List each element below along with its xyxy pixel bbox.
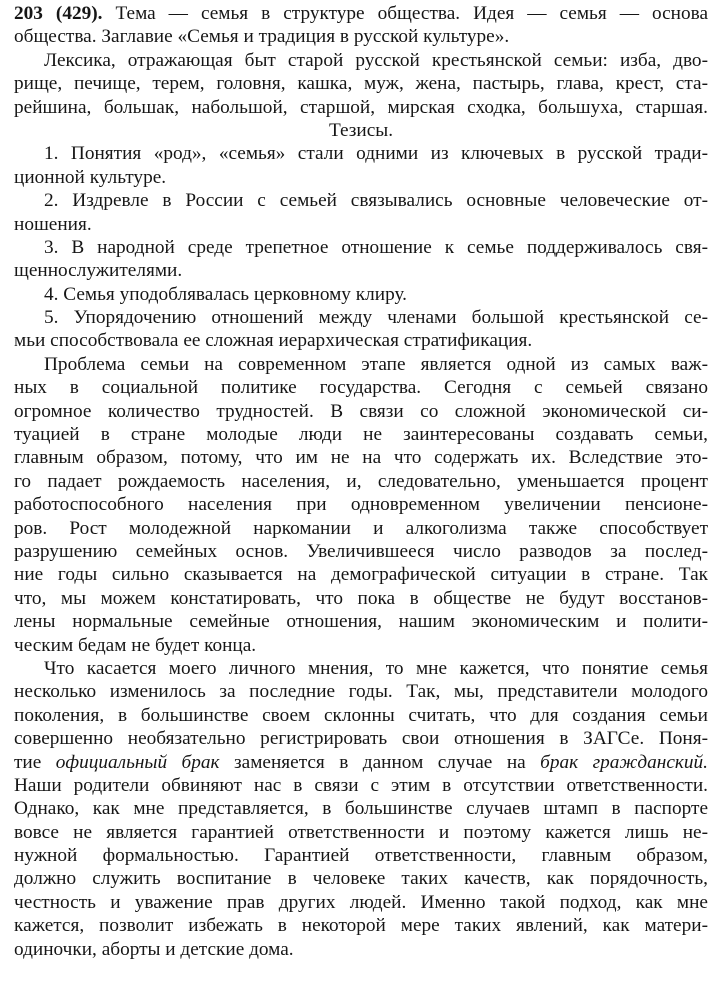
paragraph-line: ных в социальной политике государства. Сегодня с семьей связано	[14, 377, 708, 399]
paragraph-line: го падает рождаемость населения, и, следовательно, уменьшается процент	[14, 470, 708, 492]
paragraph-line: главным образом, потому, что им не на что содержать их. Вследствие это-	[14, 447, 708, 469]
theses-heading: Тезисы.	[328, 119, 394, 141]
lexicon-line-1: Лексика, отражающая быт старой русской крестьянской семьи: изба, дво-	[44, 49, 708, 71]
paragraph-line: нужной формальностью. Гарантией ответственности, главным образом,	[14, 845, 708, 867]
paragraph-line: ние годы сильно сказывается на демографической ситуации в стране. Так	[14, 564, 708, 586]
thesis-line: 4. Семья уподоблявалась церковному клиру.	[44, 283, 407, 305]
exercise-title-line: общества. Заглавие «Семья и традиция в русской культуре».	[14, 26, 510, 48]
paragraph-line: должно служить воспитание в человеке таких качеств, как порядочность,	[14, 868, 708, 890]
paragraph-line: Что касается моего личного мнения, то мне кажется, что понятие семья	[44, 657, 708, 679]
paragraph-line: огромное количество трудностей. В связи со сложной экономической си-	[14, 400, 708, 422]
exercise-number: 203 (429).	[14, 3, 103, 24]
paragraph-line: работоспособного населения при одновременном увеличении пенсионе-	[14, 494, 708, 516]
exercise-theme-text: Тема — семья в структуре общества. Идея — семья — основа	[102, 3, 708, 24]
paragraph-line: туацией в стране молодые люди не заинтересованы создавать семьи,	[14, 424, 708, 446]
thesis-line: 1. Понятия «род», «семья» стали одними из ключевых в русской тради-	[44, 143, 708, 165]
paragraph-line: ческим бедам не будет конца.	[14, 634, 257, 656]
thesis-line: щеннослужителями.	[14, 260, 183, 282]
thesis-line: ношения.	[14, 213, 92, 235]
text-fragment: тие	[14, 751, 56, 773]
lexicon-line-3: рейшина, большак, набольшой, старшой, мирская сходка, большуха, старшая.	[14, 96, 708, 118]
paragraph-line: вовсе не является гарантией ответственности и поэтому кажется лишь не-	[14, 821, 708, 843]
paragraph-line: кажется, позволит избежать в некоторой мере таких явлений, как матери-	[14, 915, 708, 937]
paragraph-line: честность и уважение прав других людей. Именно такой подход, как мне	[14, 891, 708, 913]
thesis-line: 5. Упорядочению отношений между членами большой крестьянской се-	[44, 307, 708, 329]
exercise-header-line	[14, 2, 708, 25]
paragraph-line: лены нормальные семейные отношения, нашим экономическим и полити-	[14, 611, 708, 633]
paragraph-line: несколько изменилось за последние годы. Так, мы, представители молодого	[14, 681, 708, 703]
paragraph-line: Проблема семьи на современном этапе является одной из самых важ-	[44, 353, 708, 375]
paragraph-line: поколения, в большинстве своем склонны считать, что для создания семьи	[14, 704, 708, 726]
italic-term-civil-marriage: брак гражданский.	[540, 751, 708, 773]
paragraph-line: ров. Рост молодежной наркомании и алкоголизма также способствует	[14, 517, 708, 539]
paragraph-line: Однако, как мне представляется, в большинстве случаев штамп в паспорте	[14, 798, 708, 820]
paragraph-line: разрушению семейных основ. Увеличившееся число разводов за послед‑	[14, 540, 708, 562]
paragraph-line: одиночки, аборты и детские дома.	[14, 938, 294, 960]
paragraph-line: Наши родители обвиняют нас в связи с этим в отсутствии ответственности.	[14, 774, 708, 796]
paragraph-line: что, мы можем констатировать, что пока в обществе не будут восстанов-	[14, 587, 708, 609]
thesis-line: 3. В народной среде трепетное отношение к семье поддерживалось свя-	[44, 236, 708, 258]
paragraph-line: совершенно необязательно регистрировать свои отношения в ЗАГСе. Поня-	[14, 728, 708, 750]
thesis-line: ционной культуре.	[14, 166, 167, 188]
text-fragment: заменяется в данном случае на	[219, 751, 541, 773]
lexicon-line-2: рище, печище, терем, головня, кашка, муж, жена, пастырь, глава, крест, ста-	[14, 73, 708, 95]
thesis-line: 2. Издревле в России с семьей связывались основные человеческие от-	[44, 190, 708, 212]
italic-term-official-marriage: официальный брак	[55, 751, 220, 773]
paragraph-line-with-italics	[14, 751, 708, 774]
thesis-line: мьи способствовала ее сложная иерархическая стратификация.	[14, 330, 533, 352]
